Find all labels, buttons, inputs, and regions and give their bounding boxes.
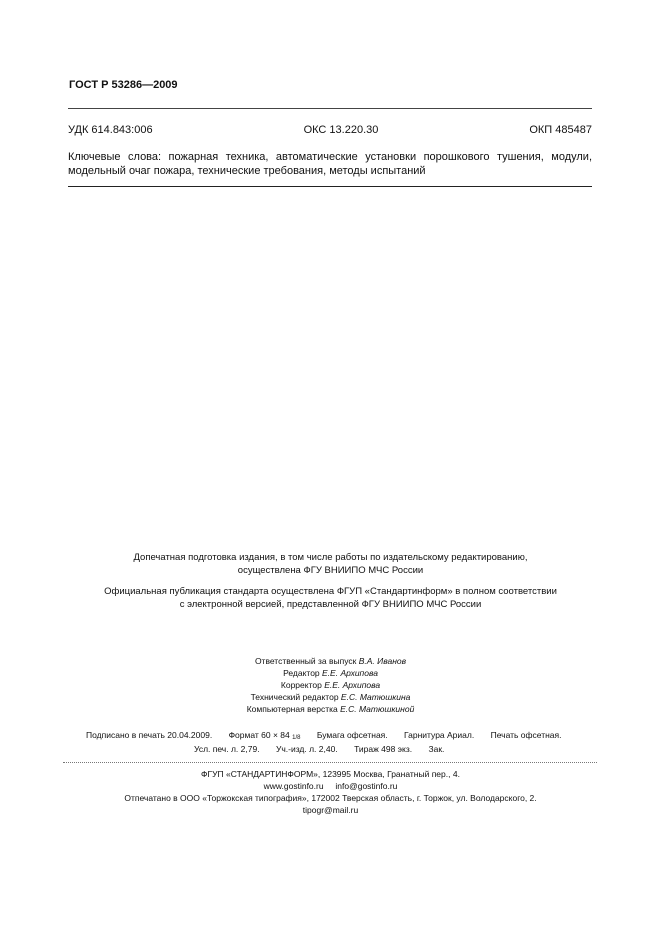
publication-note (0, 586, 661, 611)
printer-email[interactable]: tipogr@mail.ru (302, 805, 359, 815)
dotted-divider (63, 762, 597, 763)
staff-item: Редактор Е.Е. Архипова (283, 668, 378, 678)
paper-format: Формат 60 × 84 1/8 (228, 730, 301, 741)
paper-type: Бумага офсетная. (316, 730, 388, 740)
okp-code: ОКП 485487 (529, 124, 592, 136)
print-run: Тираж 498 экз. (354, 744, 413, 754)
imprint-row-1 (86, 730, 562, 741)
classification-row (68, 124, 592, 136)
keywords-divider (68, 186, 592, 187)
publisher-contacts (0, 780, 661, 792)
publisher-website[interactable]: www.gostinfo.ru (263, 781, 324, 791)
publishing-sheets: Уч.-изд. л. 2,40. (275, 744, 338, 754)
keywords-line-1: Ключевые слова: пожарная техника, автоматические установки порошкового тушения, модули, (68, 151, 592, 163)
keywords-block (68, 150, 592, 178)
printer-address: Отпечатано в ООО «Торжокская типография», 172002 Тверская область, г. Торжок, ул. Володарского, 2. (124, 793, 537, 803)
typeface: Гарнитура Ариал. (404, 730, 475, 740)
publisher-block (0, 768, 661, 816)
staff-list (0, 655, 661, 715)
print-method: Печать офсетная. (490, 730, 562, 740)
udk-code: УДК 614.843:006 (68, 124, 153, 136)
keywords-line-2: модельный очаг пожара, технические требования, методы испытаний (68, 165, 426, 177)
imprint-row-2 (194, 744, 444, 754)
preparation-line-1: Допечатная подготовка издания, в том числе работы по издательскому редактированию, (133, 552, 528, 563)
publisher-address: ФГУП «СТАНДАРТИНФОРМ», 123995 Москва, Гранатный пер., 4. (201, 769, 460, 779)
staff-item: Компьютерная верстка Е.С. Матюшкиной (246, 704, 415, 714)
publication-line-2: с электронной версией, представленной ФГУ ВНИИПО МЧС России (179, 598, 482, 610)
staff-item: Корректор Е.Е. Архипова (280, 680, 381, 690)
preparation-note (0, 552, 661, 577)
signed-date: Подписано в печать 20.04.2009. (86, 730, 213, 740)
standard-code: ГОСТ Р 53286—2009 (69, 79, 178, 91)
oks-code: ОКС 13.220.30 (303, 124, 379, 136)
publisher-email[interactable]: info@gostinfo.ru (335, 781, 398, 791)
order-number: Зак. (428, 744, 445, 754)
print-sheets: Усл. печ. л. 2,79. (194, 744, 260, 754)
staff-item: Ответственный за выпуск В.А. Иванов (254, 656, 407, 666)
publication-line-1: Официальная публикация стандарта осуществлена ФГУП «Стандартинформ» в полном соответствии (104, 586, 557, 597)
preparation-line-2: осуществлена ФГУ ВНИИПО МЧС России (237, 564, 424, 576)
staff-item: Технический редактор Е.С. Матюшкина (250, 692, 411, 702)
top-divider (68, 108, 592, 109)
